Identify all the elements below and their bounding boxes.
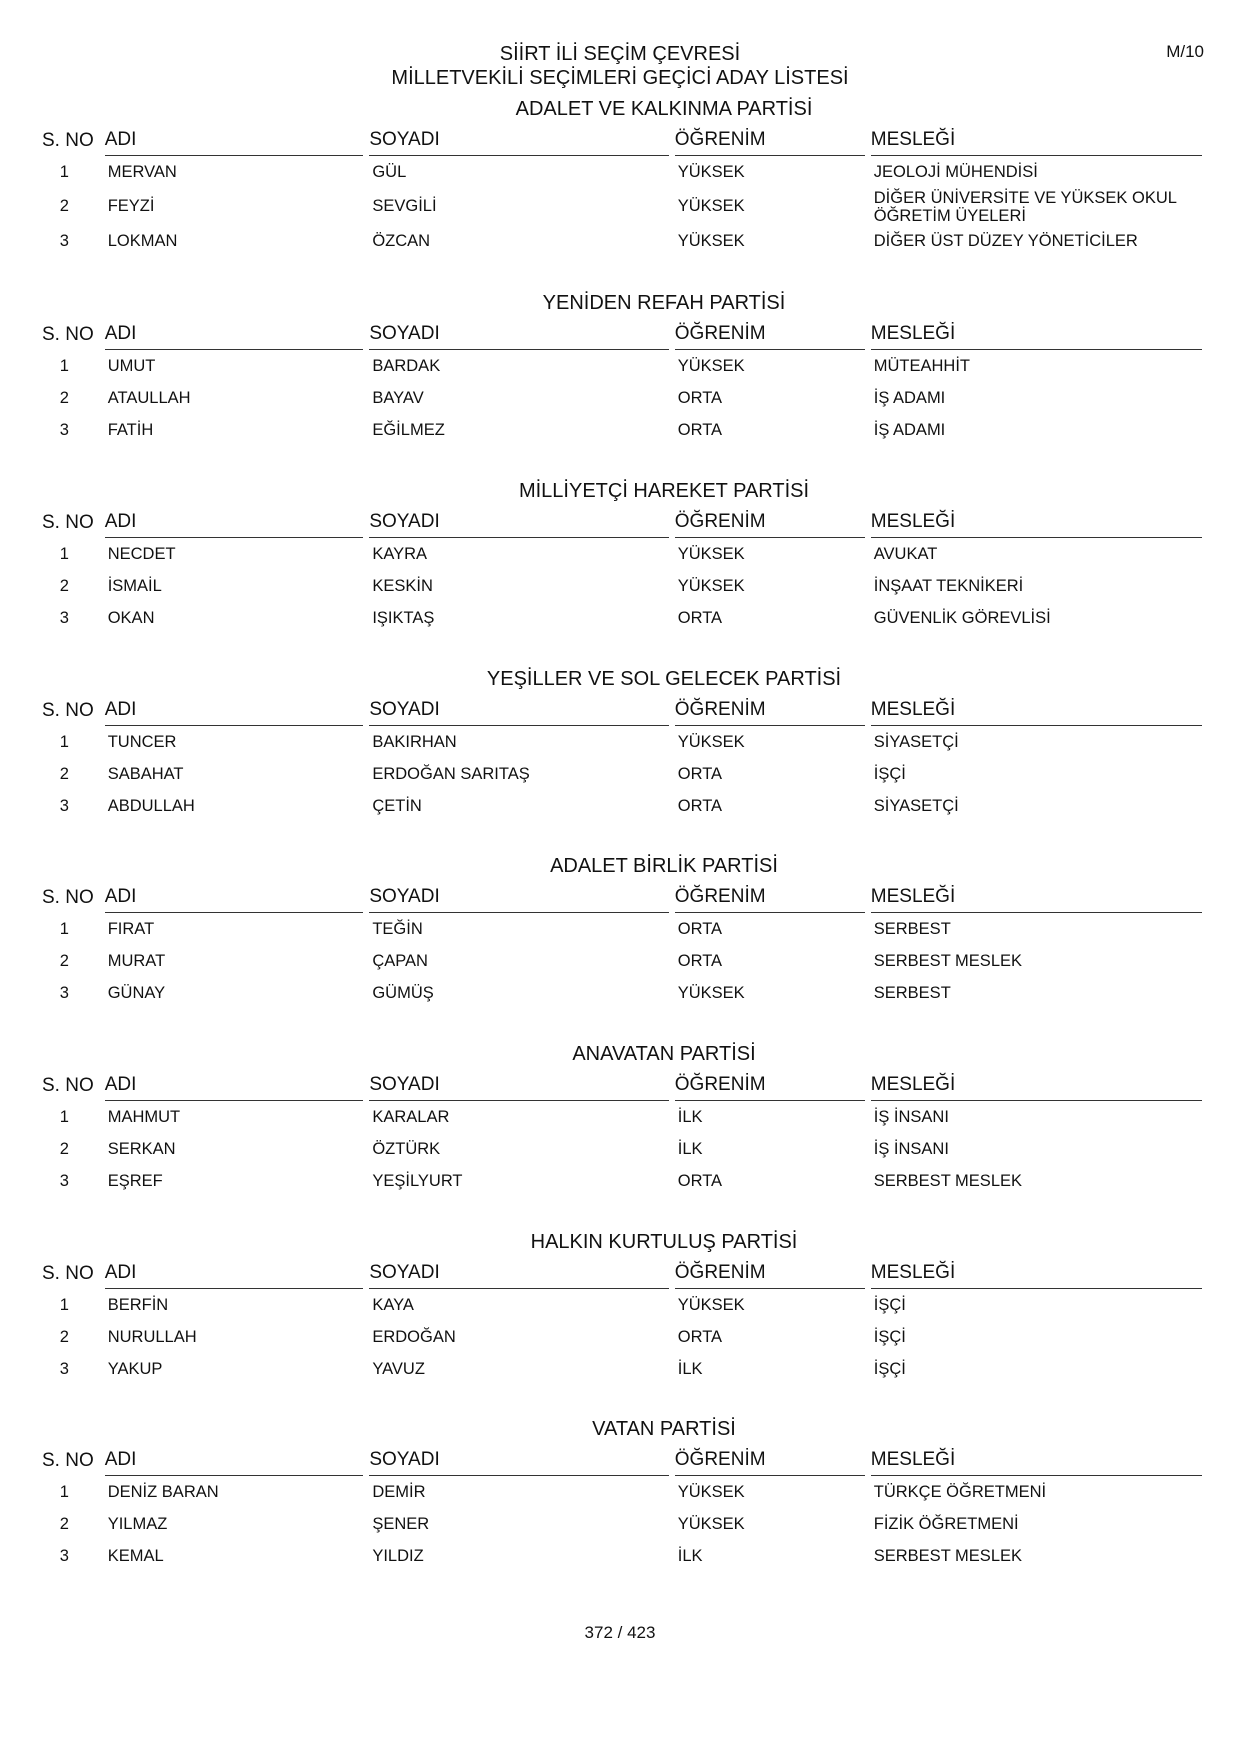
- cell-ogrenim: ORTA: [677, 796, 723, 815]
- cell-ogrenim: YÜKSEK: [677, 356, 745, 375]
- column-header-no: S. NO: [42, 130, 94, 151]
- cell-meslegi: TÜRKÇE ÖĞRETMENİ: [873, 1483, 1047, 1501]
- table-row: [38, 570, 1208, 602]
- cell-soyadi: ÖZCAN: [372, 231, 431, 250]
- column-header-row: [38, 316, 1208, 350]
- column-header-adi: ADI: [105, 699, 364, 726]
- column-header-ogrenim: ÖĞRENİM: [675, 1262, 865, 1289]
- column-header-ogrenim: ÖĞRENİM: [675, 129, 865, 156]
- column-header-ogrenim: ÖĞRENİM: [675, 886, 865, 913]
- column-header-meslegi: MESLEĞİ: [871, 129, 1202, 156]
- cell-adi: NURULLAH: [107, 1327, 197, 1346]
- cell-ogrenim: YÜKSEK: [677, 1514, 745, 1533]
- cell-meslegi: DİĞER ÜST DÜZEY YÖNETİCİLER: [873, 232, 1138, 250]
- cell-no: 2: [59, 951, 69, 970]
- cell-meslegi: SİYASETÇİ: [873, 733, 959, 751]
- cell-meslegi: JEOLOJİ MÜHENDİSİ: [873, 163, 1038, 181]
- column-header-meslegi: MESLEĞİ: [871, 699, 1202, 726]
- table-row: [38, 1540, 1208, 1572]
- cell-adi: KEMAL: [107, 1546, 164, 1565]
- column-header-row: [38, 1067, 1208, 1101]
- cell-no: 3: [59, 796, 69, 815]
- table-row: [38, 602, 1208, 634]
- cell-meslegi: GÜVENLİK GÖREVLİSİ: [873, 609, 1051, 627]
- cell-meslegi: MÜTEAHHİT: [873, 357, 970, 375]
- column-header-adi: ADI: [105, 1262, 364, 1289]
- cell-ogrenim: YÜKSEK: [677, 162, 745, 181]
- table-row: [38, 726, 1208, 758]
- column-header-row: [38, 692, 1208, 726]
- column-header-row: [38, 504, 1208, 538]
- cell-no: 3: [59, 420, 69, 439]
- cell-ogrenim: ORTA: [677, 388, 723, 407]
- column-header-soyadi: SOYADI: [369, 511, 668, 538]
- party-section: [38, 1041, 1208, 1197]
- cell-no: 1: [59, 919, 69, 938]
- cell-meslegi: SERBEST: [873, 984, 951, 1002]
- cell-adi: YILMAZ: [107, 1514, 168, 1533]
- cell-soyadi: ŞENER: [372, 1514, 430, 1533]
- cell-adi: YAKUP: [107, 1359, 163, 1378]
- column-header-soyadi: SOYADI: [369, 1074, 668, 1101]
- column-header-meslegi: MESLEĞİ: [871, 1449, 1202, 1476]
- column-header-row: [38, 879, 1208, 913]
- column-header-adi: ADI: [105, 129, 364, 156]
- table-row: [38, 1133, 1208, 1165]
- cell-adi: SERKAN: [107, 1139, 176, 1158]
- table-row: [38, 758, 1208, 790]
- cell-ogrenim: YÜKSEK: [677, 983, 745, 1002]
- column-header-ogrenim: ÖĞRENİM: [675, 699, 865, 726]
- cell-soyadi: KAYRA: [372, 544, 428, 563]
- column-header-no: S. NO: [42, 1075, 94, 1096]
- cell-soyadi: BARDAK: [372, 356, 441, 375]
- party-section: [38, 290, 1208, 446]
- cell-soyadi: ÇAPAN: [372, 951, 428, 970]
- cell-soyadi: IŞIKTAŞ: [372, 608, 435, 627]
- cell-meslegi: DİĞER ÜNİVERSİTE VE YÜKSEK OKUL ÖĞRETİM ÜYELERİ: [873, 188, 1177, 225]
- cell-adi: UMUT: [107, 356, 156, 375]
- cell-no: 1: [59, 1482, 69, 1501]
- cell-meslegi: İŞ ADAMI: [873, 389, 946, 407]
- cell-no: 1: [59, 356, 69, 375]
- cell-no: 3: [59, 1359, 69, 1378]
- cell-adi: ABDULLAH: [107, 796, 195, 815]
- party-title: YENİDEN REFAH PARTİSİ: [542, 292, 786, 314]
- column-header-soyadi: SOYADI: [369, 129, 668, 156]
- cell-soyadi: ÇETİN: [372, 796, 422, 815]
- cell-no: 3: [59, 608, 69, 627]
- column-header-ogrenim: ÖĞRENİM: [675, 1074, 865, 1101]
- cell-ogrenim: İLK: [677, 1107, 703, 1126]
- cell-soyadi: GÜL: [372, 162, 407, 181]
- page-code: M/10: [1166, 42, 1204, 61]
- cell-no: 2: [59, 1514, 69, 1533]
- column-header-adi: ADI: [105, 886, 364, 913]
- cell-no: 3: [59, 1546, 69, 1565]
- cell-meslegi: AVUKAT: [873, 545, 938, 563]
- cell-ogrenim: İLK: [677, 1139, 703, 1158]
- cell-ogrenim: YÜKSEK: [677, 732, 745, 751]
- column-header-ogrenim: ÖĞRENİM: [675, 323, 865, 350]
- party-section: [38, 96, 1208, 257]
- cell-no: 3: [59, 1171, 69, 1190]
- cell-no: 2: [59, 1139, 69, 1158]
- cell-adi: MERVAN: [107, 162, 177, 181]
- cell-no: 2: [59, 197, 69, 215]
- cell-ogrenim: YÜKSEK: [677, 1482, 745, 1501]
- cell-meslegi: İŞ İNSANI: [873, 1140, 949, 1158]
- cell-ogrenim: ORTA: [677, 420, 723, 439]
- column-header-row: [38, 1442, 1208, 1476]
- column-header-no: S. NO: [42, 700, 94, 721]
- cell-no: 1: [59, 1107, 69, 1126]
- column-header-row: [38, 122, 1208, 156]
- column-header-adi: ADI: [105, 1074, 364, 1101]
- table-row: [38, 225, 1208, 257]
- party-title: VATAN PARTİSİ: [592, 1418, 736, 1440]
- cell-no: 2: [59, 576, 69, 595]
- table-row: [38, 1289, 1208, 1321]
- cell-meslegi: FİZİK ÖĞRETMENİ: [873, 1515, 1019, 1533]
- column-header-no: S. NO: [42, 512, 94, 533]
- cell-meslegi: SERBEST MESLEK: [873, 952, 1023, 970]
- header-line-1: SİİRT İLİ SEÇİM ÇEVRESİ: [499, 43, 741, 65]
- column-header-no: S. NO: [42, 1450, 94, 1471]
- table-row: [38, 414, 1208, 446]
- column-header-no: S. NO: [42, 1263, 94, 1284]
- cell-meslegi: İŞÇİ: [873, 765, 906, 783]
- table-row: [38, 977, 1208, 1009]
- cell-adi: İSMAİL: [107, 576, 162, 595]
- cell-soyadi: BAKIRHAN: [372, 732, 457, 751]
- party-section: [38, 1229, 1208, 1385]
- cell-adi: FEYZİ: [107, 197, 155, 215]
- table-row: [38, 382, 1208, 414]
- column-header-no: S. NO: [42, 324, 94, 345]
- column-header-ogrenim: ÖĞRENİM: [675, 1449, 865, 1476]
- cell-adi: BERFİN: [107, 1295, 169, 1314]
- column-header-soyadi: SOYADI: [369, 886, 668, 913]
- cell-adi: TUNCER: [107, 732, 177, 751]
- cell-ogrenim: YÜKSEK: [677, 197, 745, 215]
- cell-soyadi: DEMİR: [372, 1482, 426, 1501]
- cell-no: 1: [59, 1295, 69, 1314]
- column-header-meslegi: MESLEĞİ: [871, 323, 1202, 350]
- cell-meslegi: SİYASETÇİ: [873, 797, 959, 815]
- cell-soyadi: KARALAR: [372, 1107, 450, 1126]
- cell-adi: SABAHAT: [107, 764, 184, 783]
- table-row: [38, 188, 1208, 225]
- column-header-meslegi: MESLEĞİ: [871, 886, 1202, 913]
- cell-meslegi: İŞÇİ: [873, 1360, 906, 1378]
- column-header-soyadi: SOYADI: [369, 1449, 668, 1476]
- cell-soyadi: EĞİLMEZ: [372, 420, 445, 439]
- document-header: [0, 42, 1240, 90]
- cell-no: 2: [59, 764, 69, 783]
- table-row: [38, 538, 1208, 570]
- table-row: [38, 1165, 1208, 1197]
- party-title: MİLLİYETÇİ HAREKET PARTİSİ: [518, 480, 810, 502]
- cell-adi: ATAULLAH: [107, 388, 191, 407]
- cell-ogrenim: ORTA: [677, 1327, 723, 1346]
- party-section: [38, 478, 1208, 634]
- cell-meslegi: SERBEST: [873, 920, 951, 938]
- cell-meslegi: SERBEST MESLEK: [873, 1547, 1023, 1565]
- party-section: [38, 666, 1208, 822]
- column-header-meslegi: MESLEĞİ: [871, 1262, 1202, 1289]
- cell-no: 3: [59, 983, 69, 1002]
- cell-meslegi: İŞ ADAMI: [873, 421, 946, 439]
- table-row: [38, 945, 1208, 977]
- cell-soyadi: ÖZTÜRK: [372, 1139, 441, 1158]
- cell-ogrenim: YÜKSEK: [677, 1295, 745, 1314]
- cell-soyadi: YAVUZ: [372, 1359, 425, 1378]
- cell-ogrenim: ORTA: [677, 919, 723, 938]
- cell-meslegi: İNŞAAT TEKNİKERİ: [873, 577, 1024, 595]
- party-title: HALKIN KURTULUŞ PARTİSİ: [530, 1231, 798, 1253]
- column-header-no: S. NO: [42, 887, 94, 908]
- column-header-soyadi: SOYADI: [369, 323, 668, 350]
- cell-adi: MURAT: [107, 951, 166, 970]
- cell-adi: OKAN: [107, 608, 155, 627]
- cell-soyadi: ERDOĞAN: [372, 1327, 456, 1346]
- cell-adi: DENİZ BARAN: [107, 1482, 219, 1501]
- column-header-soyadi: SOYADI: [369, 699, 668, 726]
- cell-no: 2: [59, 1327, 69, 1346]
- party-title: ADALET BİRLİK PARTİSİ: [550, 855, 778, 877]
- header-line-2: MİLLETVEKİLİ SEÇİMLERİ GEÇİCİ ADAY LİSTESİ: [391, 67, 849, 89]
- cell-no: 3: [59, 231, 69, 250]
- party-title: ANAVATAN PARTİSİ: [572, 1043, 756, 1065]
- cell-soyadi: TEĞİN: [372, 919, 423, 938]
- cell-soyadi: BAYAV: [372, 388, 424, 407]
- cell-soyadi: ERDOĞAN SARITAŞ: [372, 764, 530, 783]
- party-section: [38, 1416, 1208, 1572]
- cell-meslegi: İŞ İNSANI: [873, 1108, 949, 1126]
- cell-soyadi: KAYA: [372, 1295, 414, 1314]
- table-row: [38, 350, 1208, 382]
- cell-ogrenim: YÜKSEK: [677, 544, 745, 563]
- cell-ogrenim: ORTA: [677, 1171, 723, 1190]
- cell-adi: LOKMAN: [107, 231, 178, 250]
- table-row: [38, 790, 1208, 822]
- page-number: 372 / 423: [584, 1623, 656, 1642]
- cell-adi: EŞREF: [107, 1171, 163, 1190]
- table-row: [38, 1353, 1208, 1385]
- table-row: [38, 156, 1208, 188]
- cell-meslegi: İŞÇİ: [873, 1296, 906, 1314]
- table-row: [38, 1508, 1208, 1540]
- cell-adi: FATİH: [107, 420, 154, 439]
- cell-meslegi: İŞÇİ: [873, 1328, 906, 1346]
- table-row: [38, 913, 1208, 945]
- cell-no: 1: [59, 162, 69, 181]
- cell-adi: FIRAT: [107, 919, 155, 938]
- table-row: [38, 1476, 1208, 1508]
- cell-adi: NECDET: [107, 544, 176, 563]
- party-section: [38, 853, 1208, 1009]
- column-header-adi: ADI: [105, 323, 364, 350]
- table-row: [38, 1321, 1208, 1353]
- party-title: YEŞİLLER VE SOL GELECEK PARTİSİ: [486, 668, 842, 690]
- cell-ogrenim: ORTA: [677, 764, 723, 783]
- column-header-ogrenim: ÖĞRENİM: [675, 511, 865, 538]
- cell-ogrenim: ORTA: [677, 951, 723, 970]
- column-header-meslegi: MESLEĞİ: [871, 511, 1202, 538]
- cell-ogrenim: ORTA: [677, 608, 723, 627]
- cell-adi: MAHMUT: [107, 1107, 181, 1126]
- column-header-row: [38, 1255, 1208, 1289]
- party-title: ADALET VE KALKINMA PARTİSİ: [515, 98, 813, 120]
- table-row: [38, 1101, 1208, 1133]
- cell-soyadi: YEŞİLYURT: [372, 1171, 463, 1190]
- cell-no: 1: [59, 732, 69, 751]
- cell-meslegi: SERBEST MESLEK: [873, 1172, 1023, 1190]
- cell-adi: GÜNAY: [107, 983, 166, 1002]
- cell-soyadi: SEVGİLİ: [372, 197, 437, 215]
- cell-no: 1: [59, 544, 69, 563]
- cell-no: 2: [59, 388, 69, 407]
- column-header-soyadi: SOYADI: [369, 1262, 668, 1289]
- cell-ogrenim: YÜKSEK: [677, 576, 745, 595]
- cell-ogrenim: YÜKSEK: [677, 231, 745, 250]
- cell-soyadi: GÜMÜŞ: [372, 983, 434, 1002]
- cell-ogrenim: İLK: [677, 1359, 703, 1378]
- column-header-adi: ADI: [105, 1449, 364, 1476]
- column-header-meslegi: MESLEĞİ: [871, 1074, 1202, 1101]
- cell-soyadi: YILDIZ: [372, 1546, 424, 1565]
- column-header-adi: ADI: [105, 511, 364, 538]
- cell-soyadi: KESKİN: [372, 576, 433, 595]
- cell-ogrenim: İLK: [677, 1546, 703, 1565]
